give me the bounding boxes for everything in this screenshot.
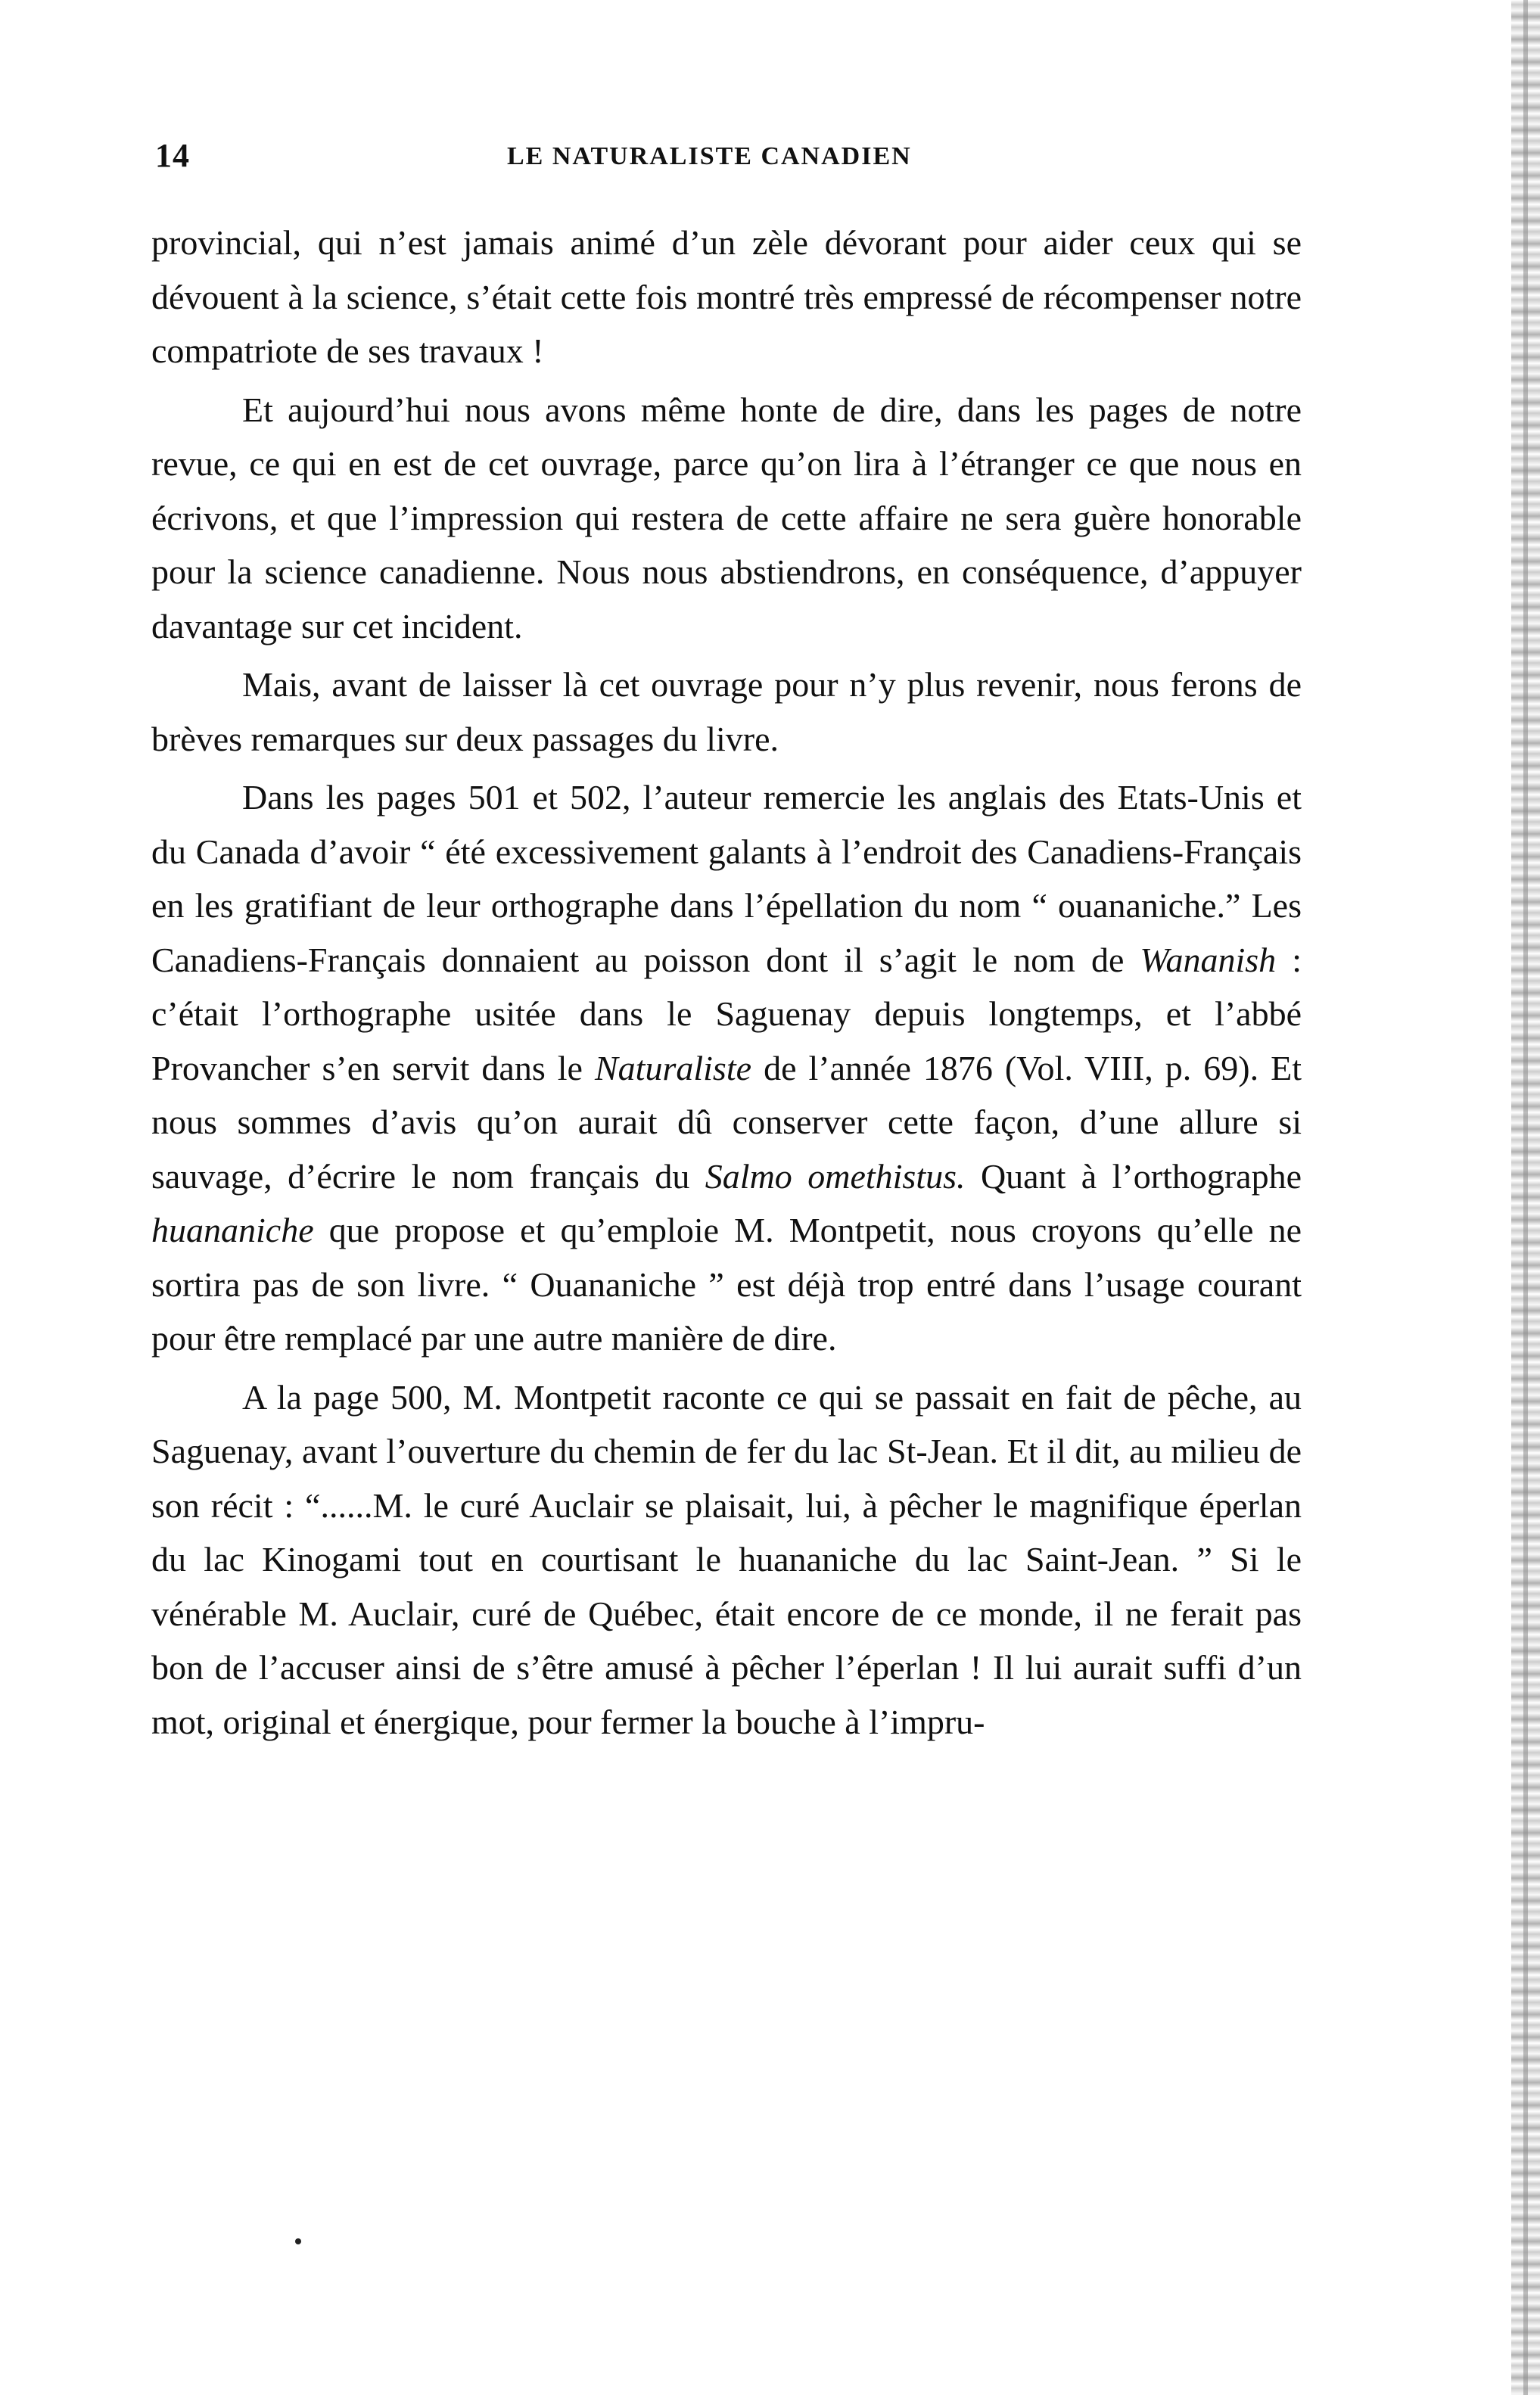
paragraph-3: Mais, avant de laisser là cet ouvrage pour n’y plus revenir, nous ferons de brèves remarques sur deux passages du livre.	[151, 665, 1302, 758]
paragraph-4	[151, 770, 1302, 1366]
paragraph-1: provincial, qui n’est jamais animé d’un zèle dévorant pour aider ceux qui se dévouent à la science, s’était cette fois montré très empressé de récompenser notre compatriote de ses travaux !	[151, 223, 1302, 370]
paragraph-5: A la page 500, M. Montpetit raconte ce qui se passait en fait de pêche, au Saguenay, avant l’ouverture du chemin de fer du lac St-Jean. Et il dit, au milieu de son récit : “......M. le curé Auclair se plaisait, lui, à pêcher le magnifique éperlan du lac Kinogami tout en courtisant le huananiche du lac Saint-Jean. ” Si le vénérable M. Auclair, curé de Québec, était encore de ce monde, il ne ferait pas bon de l’accuser ainsi de s’être amusé à pêcher l’éperlan ! Il lui aurait suffi d’un mot, original et énergique, pour fermer la bouche à l’impru-	[151, 1377, 1302, 1741]
italic-wananish: Wananish	[1140, 940, 1277, 979]
page-header	[155, 136, 1305, 189]
italic-naturaliste: Naturaliste	[595, 1048, 752, 1087]
italic-salmo: Salmo omethistus.	[705, 1156, 966, 1196]
ink-speck	[295, 2238, 301, 2244]
paragraph-4-text-5: que propose et qu’emploie M. Montpetit, nous croyons qu’elle ne sortira pas de son livre. “ Ouananiche ” est déjà trop entré dans l’usage courant pour être remplacé par une autre manière de dire.	[151, 1211, 1302, 1358]
running-head: LE NATURALISTE CANADIEN	[507, 142, 912, 170]
paragraph-4-text-3: de l’année 1876 (Vol. VIII, p. 69). Et nous sommes d’avis qu’on aurait dû conserver cette façon, d’une allure si sauvage, d’écrire le nom français du	[151, 1048, 1302, 1196]
italic-huananiche: huananiche	[151, 1211, 314, 1249]
body-text	[151, 216, 1302, 1749]
paragraph-4-text-1: Dans les pages 501 et 502, l’auteur remercie les anglais des Etats-Unis et du Canada d’avoir “ été excessivement galants à l’endroit des Canadiens-Français en les gratifiant de leur orthographe dans l’épellation du nom “ ouananiche.” Les Canadiens-Français donnaient au poisson dont il s’agit le nom de	[151, 778, 1302, 979]
scanned-page-edge	[1511, 0, 1540, 2395]
paragraph-2: Et aujourd’hui nous avons même honte de dire, dans les pages de notre revue, ce qui en est de cet ouvrage, parce qu’on lira à l’étranger ce que nous en écrivons, et que l’impression qui restera de cette affaire ne sera guère honorable pour la science canadienne. Nous nous abstiendrons, en conséquence, d’appuyer davantage sur cet incident.	[151, 390, 1302, 645]
paragraph-4-text-4: Quant à l’orthographe	[965, 1156, 1302, 1196]
page-number: 14	[155, 137, 190, 174]
paragraph-4-text-2: : c’était l’orthographe usitée dans le Saguenay depuis longtemps, et l’abbé Provancher s’en servit dans le	[151, 940, 1302, 1087]
